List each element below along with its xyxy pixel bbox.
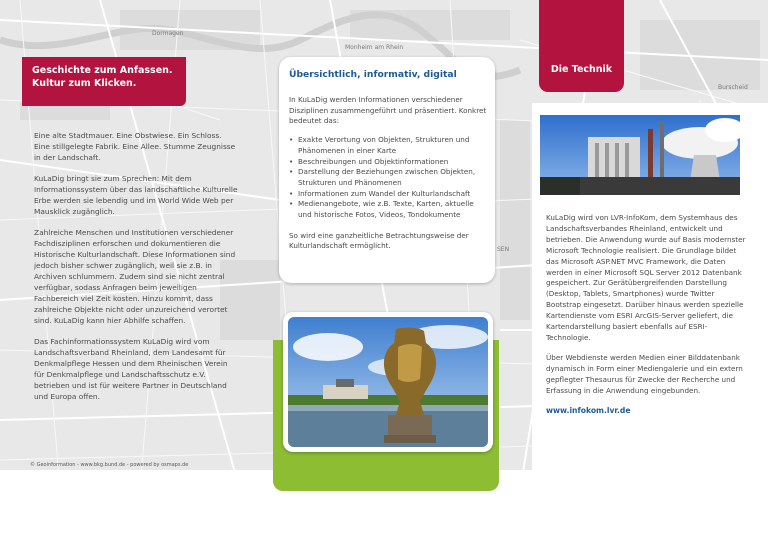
map-label: Dormagen bbox=[152, 30, 184, 37]
feature-list-item: • Beschreibungen und Objektinformationen bbox=[289, 157, 489, 168]
left-banner-line-1: Geschichte zum Anfassen. bbox=[32, 65, 173, 76]
feature-list-item: • Informationen zum Wandel der Kulturlandschaft bbox=[289, 189, 489, 200]
feature-list-item: • Darstellung der Beziehungen zwischen Objekten, Strukturen und Phänomenen bbox=[289, 167, 489, 188]
map-label: SEN bbox=[497, 246, 510, 253]
info-card-intro: In KuLaDig werden Informationen verschiedener Disziplinen zusammengeführt und präsentiert. Konkret bedeutet das: bbox=[289, 95, 487, 126]
left-text-block bbox=[34, 130, 239, 412]
map-credit: © Geoinformation - www.bkg.bund.de - powered by osmaps.de bbox=[30, 462, 189, 468]
info-card-body bbox=[289, 95, 489, 260]
map-label: Burscheid bbox=[718, 84, 748, 91]
map-label: Monheim am Rhein bbox=[345, 44, 404, 51]
feature-list-item: • Medienangebote, wie z.B. Texte, Karten, aktuelle und historische Fotos, Videos, Tondokumente bbox=[289, 199, 489, 220]
left-paragraph: Eine alte Stadtmauer. Eine Obstwiese. Ein Schloss. Eine stillgelegte Fabrik. Eine Allee. Stumme Zeugnisse in der Landschaft. bbox=[34, 131, 236, 162]
right-banner bbox=[539, 0, 624, 92]
left-paragraph: KuLaDig bringt sie zum Sprechen: Mit dem Informationssystem über das landschaftliche Kulturelle Erbe werden sie lebendig und im World Wide Web per Mausklick zugänglich. bbox=[34, 174, 238, 216]
feature-list bbox=[289, 135, 489, 221]
left-paragraph: Das Fachinformationssystem KuLaDig wird vom Landschaftsverband Rheinland, dem Landesamt für Denkmalpflege Hessen und dem Rheinischen Verein für Denkmalpflege und Landschaftsschutz e.V. betrieben und ist für weitere Partner in Deutschland und Europa offen. bbox=[34, 337, 228, 401]
photo-card bbox=[283, 312, 493, 452]
infokom-link[interactable]: www.infokom.lvr.de bbox=[546, 405, 631, 415]
right-banner-label: Die Technik bbox=[550, 64, 613, 75]
feature-list-item: • Exakte Verortung von Objekten, Strukturen und Phänomenen in einer Karte bbox=[289, 135, 489, 156]
left-paragraph: Zahlreiche Menschen und Institutionen verschiedener Fachdisziplinen erforschen und dokumentieren die Historische Kulturlandschaft. Diese Informationen sind jedoch bisher schwer zugänglich, weil sie z.B. in Archiven schlummern. Zudem sind sie nicht zentral verfügbar, sodass Anfragen beim jeweiligen Fachbereich viel Zeit kosten. Hinzu kommt, dass zahlreiche Objekte nicht oder unzureichend verortet sind. KuLaDig kann hier Abhilfe schaffen. bbox=[34, 228, 236, 325]
tech-text-block bbox=[546, 213, 746, 416]
left-banner bbox=[22, 57, 186, 106]
tech-paragraph: KuLaDig wird von LVR-InfoKom, dem Systemhaus des Landschaftsverbandes Rheinland, entwickelt und betrieben. Die Anwendung wurde auf Basis modernster Microsoft Technologie realisiert. Die Grundlage bildet das Microsoft ASP.NET MVC Framework, die Daten werden in einer Microsoft SQL Server 2012 Datenbank gespeichert. Zur Gerätübergreifenden Darstellung (Desktop, Tablets, Smartphones) wurde Twitter Bootstrap eingesetzt. Darüber hinaus werden spezielle Kartendienste vom ESRI ArcGIS-Server geliefert, die Kartendarstellung basiert ebenfalls auf ESRI-Technologie. bbox=[546, 213, 746, 342]
left-banner-line-2: Kultur zum Klicken. bbox=[32, 78, 137, 89]
power-plant-photo bbox=[540, 115, 740, 195]
info-card bbox=[279, 57, 495, 283]
info-card-title: Übersichtlich, informativ, digital bbox=[289, 69, 457, 80]
palace-urn-photo bbox=[288, 317, 488, 447]
tech-paragraph: Über Webdienste werden Medien einer Bilddatenbank dynamisch in Form einer Mediengalerie und ein extern gepflegter Thesaurus für Zwecke der Recherche und Erfassung in die Anwendung eingebunden. bbox=[546, 352, 743, 395]
info-card-closing: So wird eine ganzheitliche Betrachtungsweise der Kulturlandschaft ermöglicht. bbox=[289, 230, 469, 251]
